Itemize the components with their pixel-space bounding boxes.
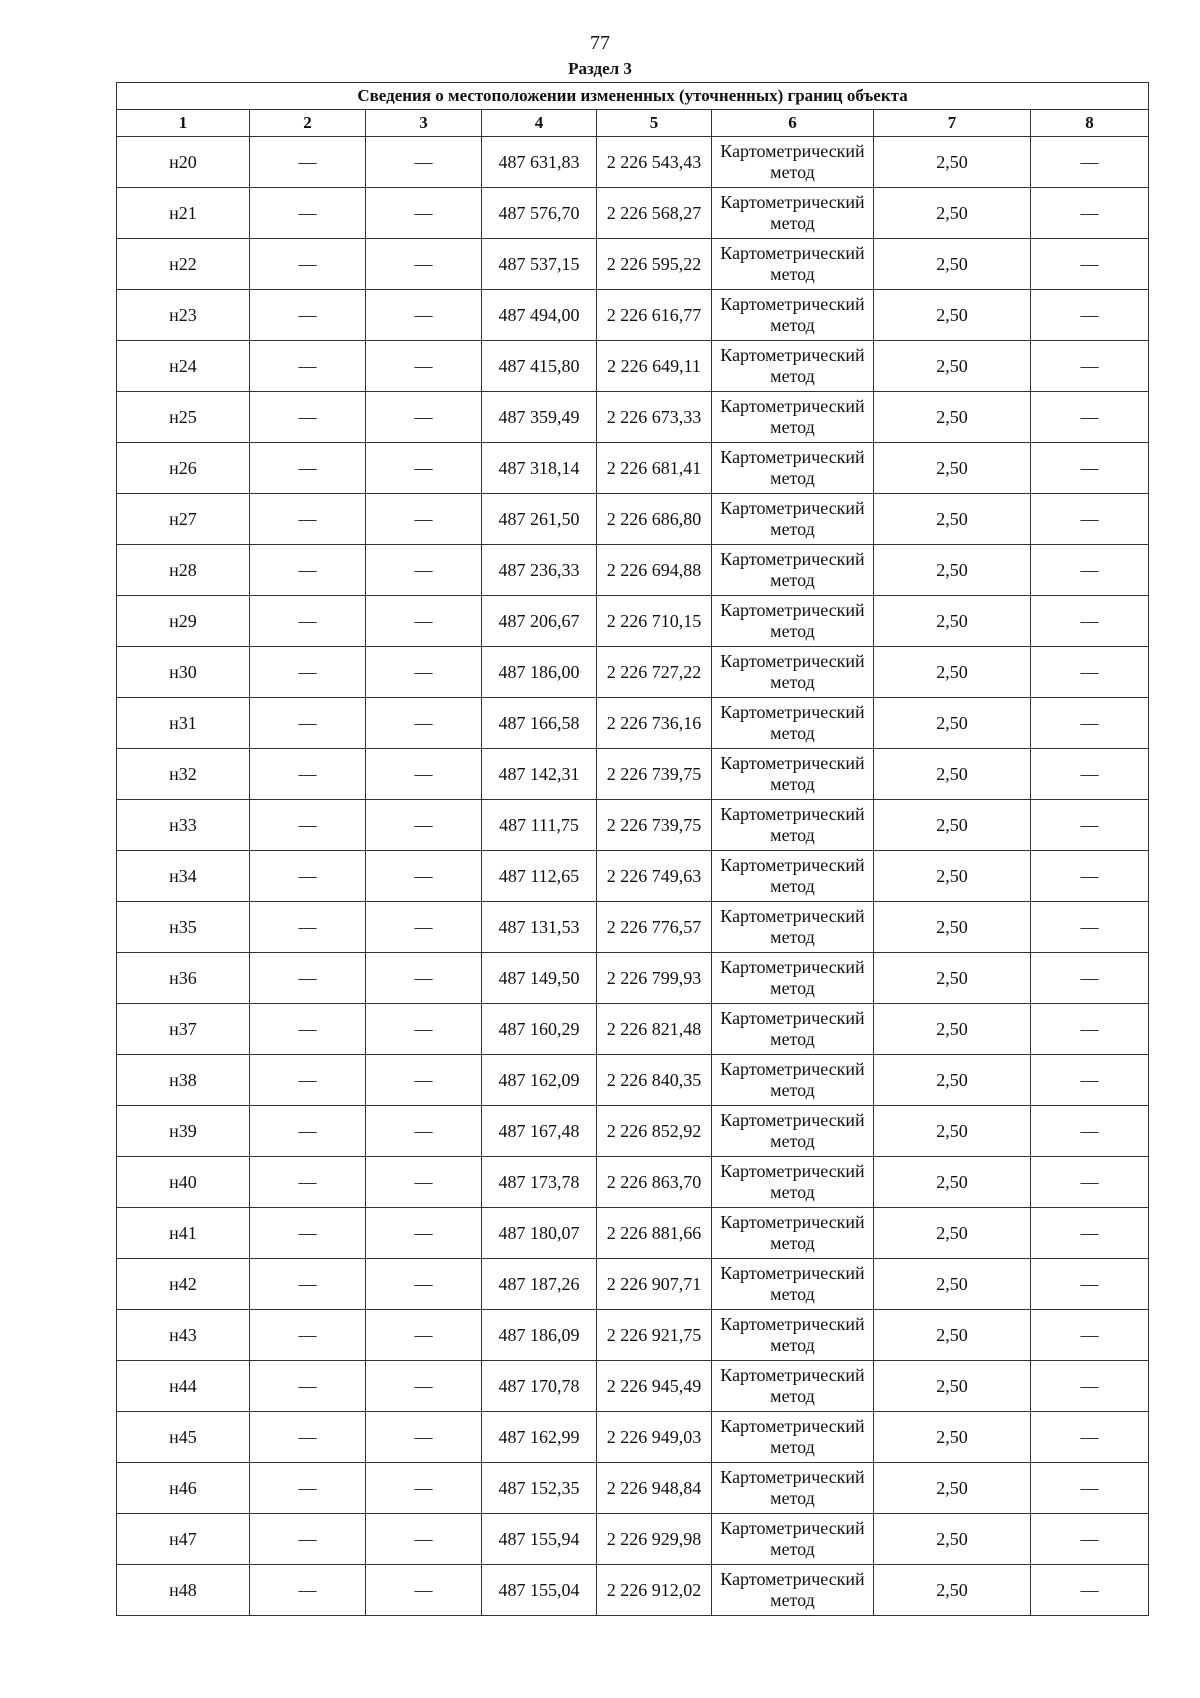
cell-method: Картометрический метод [712, 800, 874, 851]
cell-accuracy: 2,50 [874, 1106, 1031, 1157]
cell-method: Картометрический метод [712, 1565, 874, 1616]
table-row [117, 188, 1149, 239]
table-row [117, 545, 1149, 596]
cell-point-name: н21 [117, 188, 250, 239]
cell-x-coordinate: 487 131,53 [482, 902, 597, 953]
cell-accuracy: 2,50 [874, 290, 1031, 341]
cell-y-coordinate: 2 226 595,22 [597, 239, 712, 290]
cell-accuracy: 2,50 [874, 953, 1031, 1004]
cell-method: Картометрический метод [712, 290, 874, 341]
cell-y-coordinate: 2 226 945,49 [597, 1361, 712, 1412]
cell-col-8: — [1031, 341, 1149, 392]
cell-y-coordinate: 2 226 852,92 [597, 1106, 712, 1157]
cell-x-coordinate: 487 261,50 [482, 494, 597, 545]
column-header-7: 7 [874, 110, 1031, 137]
cell-point-name: н23 [117, 290, 250, 341]
cell-col-3: — [366, 1106, 482, 1157]
cell-y-coordinate: 2 226 863,70 [597, 1157, 712, 1208]
cell-x-coordinate: 487 112,65 [482, 851, 597, 902]
cell-method: Картометрический метод [712, 1361, 874, 1412]
cell-point-name: н26 [117, 443, 250, 494]
cell-col-3: — [366, 443, 482, 494]
cell-col-3: — [366, 494, 482, 545]
cell-x-coordinate: 487 173,78 [482, 1157, 597, 1208]
cell-col-3: — [366, 1310, 482, 1361]
table-body [117, 137, 1149, 1616]
cell-col-3: — [366, 800, 482, 851]
cell-col-3: — [366, 1004, 482, 1055]
cell-x-coordinate: 487 155,04 [482, 1565, 597, 1616]
cell-x-coordinate: 487 359,49 [482, 392, 597, 443]
table-row [117, 392, 1149, 443]
table-row [117, 1310, 1149, 1361]
cell-method: Картометрический метод [712, 902, 874, 953]
table-row [117, 1106, 1149, 1157]
table-row [117, 647, 1149, 698]
cell-y-coordinate: 2 226 686,80 [597, 494, 712, 545]
cell-accuracy: 2,50 [874, 545, 1031, 596]
column-number-row [117, 110, 1149, 137]
cell-y-coordinate: 2 226 907,71 [597, 1259, 712, 1310]
cell-accuracy: 2,50 [874, 1208, 1031, 1259]
cell-col-2: — [250, 341, 366, 392]
cell-point-name: н22 [117, 239, 250, 290]
cell-col-8: — [1031, 596, 1149, 647]
cell-y-coordinate: 2 226 649,11 [597, 341, 712, 392]
cell-method: Картометрический метод [712, 698, 874, 749]
cell-x-coordinate: 487 415,80 [482, 341, 597, 392]
cell-y-coordinate: 2 226 616,77 [597, 290, 712, 341]
cell-col-3: — [366, 1208, 482, 1259]
cell-accuracy: 2,50 [874, 1310, 1031, 1361]
cell-col-2: — [250, 443, 366, 494]
cell-x-coordinate: 487 236,33 [482, 545, 597, 596]
cell-x-coordinate: 487 149,50 [482, 953, 597, 1004]
cell-col-3: — [366, 290, 482, 341]
cell-col-2: — [250, 647, 366, 698]
cell-y-coordinate: 2 226 929,98 [597, 1514, 712, 1565]
table-row [117, 1208, 1149, 1259]
cell-method: Картометрический метод [712, 1055, 874, 1106]
cell-y-coordinate: 2 226 840,35 [597, 1055, 712, 1106]
cell-col-2: — [250, 1463, 366, 1514]
table-row [117, 1004, 1149, 1055]
cell-y-coordinate: 2 226 749,63 [597, 851, 712, 902]
cell-method: Картометрический метод [712, 1004, 874, 1055]
cell-accuracy: 2,50 [874, 1259, 1031, 1310]
cell-x-coordinate: 487 187,26 [482, 1259, 597, 1310]
table-row [117, 290, 1149, 341]
cell-col-2: — [250, 494, 366, 545]
cell-col-2: — [250, 902, 366, 953]
cell-point-name: н44 [117, 1361, 250, 1412]
column-header-2: 2 [250, 110, 366, 137]
column-header-6: 6 [712, 110, 874, 137]
cell-col-3: — [366, 1412, 482, 1463]
cell-accuracy: 2,50 [874, 443, 1031, 494]
table-row [117, 1259, 1149, 1310]
cell-col-8: — [1031, 1514, 1149, 1565]
cell-col-3: — [366, 545, 482, 596]
cell-y-coordinate: 2 226 912,02 [597, 1565, 712, 1616]
cell-method: Картометрический метод [712, 596, 874, 647]
cell-point-name: н39 [117, 1106, 250, 1157]
cell-method: Картометрический метод [712, 647, 874, 698]
cell-y-coordinate: 2 226 776,57 [597, 902, 712, 953]
cell-col-3: — [366, 1157, 482, 1208]
cell-point-name: н31 [117, 698, 250, 749]
cell-col-8: — [1031, 392, 1149, 443]
cell-col-2: — [250, 1412, 366, 1463]
cell-accuracy: 2,50 [874, 188, 1031, 239]
cell-method: Картометрический метод [712, 1310, 874, 1361]
cell-col-8: — [1031, 800, 1149, 851]
table-row [117, 902, 1149, 953]
cell-point-name: н37 [117, 1004, 250, 1055]
cell-accuracy: 2,50 [874, 392, 1031, 443]
cell-point-name: н28 [117, 545, 250, 596]
cell-accuracy: 2,50 [874, 494, 1031, 545]
cell-col-8: — [1031, 1055, 1149, 1106]
cell-col-3: — [366, 1565, 482, 1616]
cell-point-name: н45 [117, 1412, 250, 1463]
cell-y-coordinate: 2 226 543,43 [597, 137, 712, 188]
cell-col-8: — [1031, 647, 1149, 698]
cell-method: Картометрический метод [712, 1412, 874, 1463]
table-row [117, 494, 1149, 545]
cell-col-3: — [366, 749, 482, 800]
cell-col-8: — [1031, 137, 1149, 188]
cell-col-3: — [366, 392, 482, 443]
cell-x-coordinate: 487 180,07 [482, 1208, 597, 1259]
cell-accuracy: 2,50 [874, 1565, 1031, 1616]
cell-col-8: — [1031, 1310, 1149, 1361]
cell-point-name: н48 [117, 1565, 250, 1616]
cell-col-2: — [250, 953, 366, 1004]
cell-x-coordinate: 487 318,14 [482, 443, 597, 494]
cell-x-coordinate: 487 166,58 [482, 698, 597, 749]
table-row [117, 1463, 1149, 1514]
cell-col-8: — [1031, 1259, 1149, 1310]
cell-x-coordinate: 487 152,35 [482, 1463, 597, 1514]
cell-col-2: — [250, 545, 366, 596]
cell-col-3: — [366, 698, 482, 749]
cell-col-3: — [366, 902, 482, 953]
cell-col-2: — [250, 290, 366, 341]
cell-col-8: — [1031, 443, 1149, 494]
cell-col-2: — [250, 1106, 366, 1157]
cell-col-2: — [250, 137, 366, 188]
table-row [117, 1565, 1149, 1616]
cell-x-coordinate: 487 537,15 [482, 239, 597, 290]
page-number: 77 [590, 32, 610, 54]
cell-col-3: — [366, 647, 482, 698]
cell-method: Картометрический метод [712, 953, 874, 1004]
cell-col-2: — [250, 698, 366, 749]
cell-col-8: — [1031, 239, 1149, 290]
cell-col-3: — [366, 341, 482, 392]
cell-accuracy: 2,50 [874, 1514, 1031, 1565]
cell-x-coordinate: 487 576,70 [482, 188, 597, 239]
cell-method: Картометрический метод [712, 1259, 874, 1310]
cell-col-2: — [250, 188, 366, 239]
cell-col-3: — [366, 1514, 482, 1565]
cell-accuracy: 2,50 [874, 239, 1031, 290]
cell-accuracy: 2,50 [874, 1004, 1031, 1055]
table-row [117, 137, 1149, 188]
cell-accuracy: 2,50 [874, 137, 1031, 188]
cell-accuracy: 2,50 [874, 902, 1031, 953]
cell-point-name: н43 [117, 1310, 250, 1361]
cell-point-name: н24 [117, 341, 250, 392]
column-header-8: 8 [1031, 110, 1149, 137]
table-row [117, 1412, 1149, 1463]
cell-x-coordinate: 487 111,75 [482, 800, 597, 851]
cell-col-8: — [1031, 851, 1149, 902]
cell-y-coordinate: 2 226 673,33 [597, 392, 712, 443]
cell-accuracy: 2,50 [874, 1361, 1031, 1412]
column-header-4: 4 [482, 110, 597, 137]
cell-x-coordinate: 487 206,67 [482, 596, 597, 647]
cell-col-3: — [366, 851, 482, 902]
cell-accuracy: 2,50 [874, 1157, 1031, 1208]
cell-col-8: — [1031, 953, 1149, 1004]
cell-method: Картометрический метод [712, 188, 874, 239]
section-title: Раздел 3 [568, 59, 632, 78]
cell-col-2: — [250, 1208, 366, 1259]
cell-point-name: н25 [117, 392, 250, 443]
cell-y-coordinate: 2 226 921,75 [597, 1310, 712, 1361]
cell-col-2: — [250, 1259, 366, 1310]
cell-point-name: н27 [117, 494, 250, 545]
cell-method: Картометрический метод [712, 851, 874, 902]
cell-y-coordinate: 2 226 681,41 [597, 443, 712, 494]
cell-col-3: — [366, 137, 482, 188]
cell-accuracy: 2,50 [874, 341, 1031, 392]
cell-col-8: — [1031, 188, 1149, 239]
column-header-1: 1 [117, 110, 250, 137]
cell-accuracy: 2,50 [874, 1463, 1031, 1514]
cell-y-coordinate: 2 226 727,22 [597, 647, 712, 698]
cell-col-2: — [250, 851, 366, 902]
table-row [117, 953, 1149, 1004]
cell-point-name: н33 [117, 800, 250, 851]
table-row [117, 698, 1149, 749]
boundary-points-table [116, 82, 1149, 1616]
cell-col-8: — [1031, 1004, 1149, 1055]
column-header-5: 5 [597, 110, 712, 137]
cell-col-8: — [1031, 1157, 1149, 1208]
cell-y-coordinate: 2 226 821,48 [597, 1004, 712, 1055]
cell-col-2: — [250, 1310, 366, 1361]
cell-accuracy: 2,50 [874, 1412, 1031, 1463]
cell-y-coordinate: 2 226 739,75 [597, 800, 712, 851]
cell-point-name: н34 [117, 851, 250, 902]
cell-col-2: — [250, 1565, 366, 1616]
cell-point-name: н36 [117, 953, 250, 1004]
cell-col-3: — [366, 1463, 482, 1514]
cell-x-coordinate: 487 167,48 [482, 1106, 597, 1157]
table-row [117, 851, 1149, 902]
cell-method: Картометрический метод [712, 749, 874, 800]
cell-point-name: н30 [117, 647, 250, 698]
cell-col-3: — [366, 188, 482, 239]
cell-col-3: — [366, 953, 482, 1004]
cell-col-2: — [250, 1055, 366, 1106]
cell-point-name: н47 [117, 1514, 250, 1565]
table-row [117, 596, 1149, 647]
table-row [117, 239, 1149, 290]
cell-accuracy: 2,50 [874, 800, 1031, 851]
cell-col-3: — [366, 1361, 482, 1412]
cell-x-coordinate: 487 170,78 [482, 1361, 597, 1412]
cell-y-coordinate: 2 226 568,27 [597, 188, 712, 239]
cell-col-8: — [1031, 1208, 1149, 1259]
cell-point-name: н42 [117, 1259, 250, 1310]
cell-y-coordinate: 2 226 948,84 [597, 1463, 712, 1514]
cell-x-coordinate: 487 631,83 [482, 137, 597, 188]
cell-method: Картометрический метод [712, 1208, 874, 1259]
table-row [117, 1514, 1149, 1565]
cell-col-8: — [1031, 1565, 1149, 1616]
cell-method: Картометрический метод [712, 1463, 874, 1514]
cell-method: Картометрический метод [712, 443, 874, 494]
cell-col-3: — [366, 596, 482, 647]
cell-col-3: — [366, 239, 482, 290]
cell-y-coordinate: 2 226 949,03 [597, 1412, 712, 1463]
cell-method: Картометрический метод [712, 494, 874, 545]
cell-point-name: н38 [117, 1055, 250, 1106]
cell-col-2: — [250, 1004, 366, 1055]
cell-x-coordinate: 487 162,09 [482, 1055, 597, 1106]
cell-col-8: — [1031, 1106, 1149, 1157]
cell-col-2: — [250, 800, 366, 851]
table-row [117, 800, 1149, 851]
cell-col-2: — [250, 596, 366, 647]
cell-col-8: — [1031, 698, 1149, 749]
cell-col-2: — [250, 392, 366, 443]
cell-point-name: н20 [117, 137, 250, 188]
cell-col-8: — [1031, 1463, 1149, 1514]
cell-col-2: — [250, 239, 366, 290]
cell-point-name: н35 [117, 902, 250, 953]
cell-col-8: — [1031, 749, 1149, 800]
table-row [117, 749, 1149, 800]
table-caption-row [117, 83, 1149, 110]
table-row [117, 443, 1149, 494]
cell-y-coordinate: 2 226 710,15 [597, 596, 712, 647]
cell-method: Картометрический метод [712, 1514, 874, 1565]
cell-x-coordinate: 487 186,00 [482, 647, 597, 698]
cell-point-name: н40 [117, 1157, 250, 1208]
cell-col-2: — [250, 1157, 366, 1208]
cell-col-8: — [1031, 494, 1149, 545]
cell-method: Картометрический метод [712, 1157, 874, 1208]
cell-y-coordinate: 2 226 694,88 [597, 545, 712, 596]
table-caption: Сведения о местоположении измененных (уточненных) границ объекта [117, 83, 1149, 110]
cell-x-coordinate: 487 155,94 [482, 1514, 597, 1565]
cell-x-coordinate: 487 160,29 [482, 1004, 597, 1055]
table-row [117, 1361, 1149, 1412]
cell-x-coordinate: 487 162,99 [482, 1412, 597, 1463]
cell-col-2: — [250, 1514, 366, 1565]
cell-col-2: — [250, 1361, 366, 1412]
cell-y-coordinate: 2 226 739,75 [597, 749, 712, 800]
cell-col-2: — [250, 749, 366, 800]
cell-point-name: н46 [117, 1463, 250, 1514]
cell-y-coordinate: 2 226 799,93 [597, 953, 712, 1004]
cell-accuracy: 2,50 [874, 749, 1031, 800]
cell-col-8: — [1031, 1412, 1149, 1463]
cell-x-coordinate: 487 142,31 [482, 749, 597, 800]
cell-point-name: н41 [117, 1208, 250, 1259]
cell-point-name: н29 [117, 596, 250, 647]
cell-x-coordinate: 487 494,00 [482, 290, 597, 341]
cell-col-8: — [1031, 1361, 1149, 1412]
cell-col-8: — [1031, 290, 1149, 341]
table-row [117, 341, 1149, 392]
cell-col-3: — [366, 1055, 482, 1106]
cell-method: Картометрический метод [712, 1106, 874, 1157]
cell-col-8: — [1031, 902, 1149, 953]
cell-method: Картометрический метод [712, 545, 874, 596]
cell-y-coordinate: 2 226 736,16 [597, 698, 712, 749]
cell-y-coordinate: 2 226 881,66 [597, 1208, 712, 1259]
cell-method: Картометрический метод [712, 137, 874, 188]
cell-col-8: — [1031, 545, 1149, 596]
column-header-3: 3 [366, 110, 482, 137]
cell-accuracy: 2,50 [874, 596, 1031, 647]
cell-method: Картометрический метод [712, 392, 874, 443]
cell-method: Картометрический метод [712, 239, 874, 290]
cell-accuracy: 2,50 [874, 1055, 1031, 1106]
cell-point-name: н32 [117, 749, 250, 800]
cell-accuracy: 2,50 [874, 851, 1031, 902]
cell-col-3: — [366, 1259, 482, 1310]
table-row [117, 1055, 1149, 1106]
cell-accuracy: 2,50 [874, 698, 1031, 749]
table-row [117, 1157, 1149, 1208]
cell-x-coordinate: 487 186,09 [482, 1310, 597, 1361]
cell-accuracy: 2,50 [874, 647, 1031, 698]
cell-method: Картометрический метод [712, 341, 874, 392]
